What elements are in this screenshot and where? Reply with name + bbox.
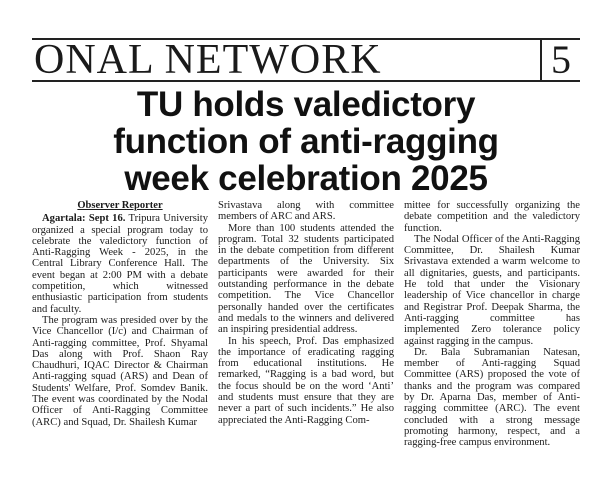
- article-column-2: [218, 200, 394, 480]
- newspaper-masthead: [32, 38, 580, 82]
- headline-line-2: function of anti-ragging: [113, 122, 499, 161]
- headline-line-3: week celebration 2025: [124, 159, 488, 198]
- article-paragraph: Srivastava along with committee members of ARC and ARS.: [218, 200, 394, 223]
- headline-line-1: TU holds valedictory: [136, 85, 476, 124]
- article-body: [32, 200, 580, 480]
- page-number: 5: [540, 38, 580, 82]
- article-paragraph: More than 100 students attended the program. Total 32 students participated in the debate competition from different departments of the University. Six participants were awarded for their outstanding performance in the debate competition. The Vice Chancellor personally handed over the certificates and medals to the winners and delivered an inspiring presidential address.: [218, 222, 394, 336]
- article-column-3: [404, 200, 580, 480]
- article-headline: [32, 86, 580, 197]
- article-paragraph: The Nodal Officer of the Anti-Ragging Committee, Dr. Shailesh Kumar Srivastava extended a warm welcome to all dignitaries, guests, and participants. He told that under the Visionary leadership of Vice chancellor in charge and Registrar Prof. Deepak Sharma, the Anti-ragging committee has implemented Zero tolerance policy against ragging in the campus.: [404, 233, 580, 347]
- article-paragraph: In his speech, Prof. Das emphasized the importance of eradicating ragging from educational institutions. He remarked, “Ragging is a bad word, but the focus should be on the word ‘Anti’ and students must ensure that they are never a part of such incidents.” He also appreciated the Anti-Ragging Com-: [218, 335, 394, 426]
- article-column-1: [32, 200, 208, 480]
- paragraph-text: Tripura University organized a special program today to celebrate the valedictory function of Anti-Ragging Week - 2025, in the Central Library Conference Hall. The event began at 2:00 PM with a debate competition, which witnessed enthusiastic participation from students and faculty.: [32, 213, 208, 315]
- dateline: Agartala: Sept 16.: [42, 213, 126, 225]
- article-paragraph: mittee for successfully organizing the debate competition and the valedictory function.: [404, 200, 580, 234]
- byline: Observer Reporter: [77, 200, 163, 211]
- article-paragraph: Dr. Bala Subramanian Natesan, member of Anti-ragging Squad Committee (ARS) proposed the vote of thanks and the program was compared by Dr. Aparna Das, member of Anti-ragging committee (ARC). The event concluded with a strong message promoting harmony, respect, and a ragging-free campus environment.: [404, 346, 580, 449]
- section-title: ONAL NETWORK: [34, 37, 382, 83]
- article-paragraph: [32, 213, 208, 315]
- article-paragraph: The program was presided over by the Vice Chancellor (I/c) and Chairman of Anti-ragging committee, Prof. Shyamal Das along with Prof. Shaon Ray Chaudhuri, IQAC Director & Chairman Anti-ragging squad (ARS) and Dean of Students' Welfare, Prof. Somdev Banik. The event was coordinated by the Nodal Officer of Anti-Ragging Committee (ARC) and Squad, Dr. Shailesh Kumar: [32, 314, 208, 428]
